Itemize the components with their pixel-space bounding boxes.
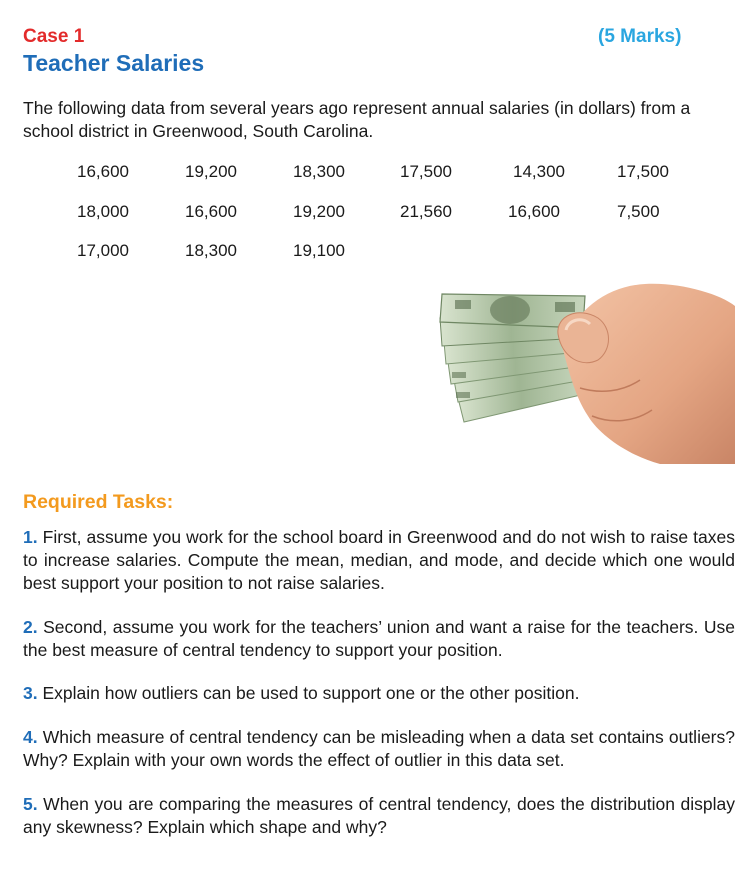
task-text: Explain how outliers can be used to support one or the other position. [42, 683, 580, 703]
salary-value: 7,500 [617, 202, 660, 221]
required-tasks-heading: Required Tasks: [23, 491, 174, 513]
task-text: When you are comparing the measures of central tendency, does the distribution display any skewness? Explain which shape and why? [23, 794, 735, 837]
task-item [23, 793, 735, 839]
banknote-stack [440, 294, 585, 422]
salary-value: 16,600 [185, 202, 237, 221]
salary-value: 16,600 [77, 162, 129, 181]
marks-label: (5 Marks) [598, 26, 682, 47]
salary-value: 17,500 [400, 162, 452, 181]
task-text: Second, assume you work for the teachers’ union and want a raise for the teachers. Use the best measure of central tendency to support your position. [23, 617, 735, 660]
salary-value: 18,300 [185, 241, 237, 260]
money-in-hand-image [330, 276, 735, 464]
salary-value: 19,100 [293, 241, 345, 260]
task-number: 2. [23, 617, 38, 637]
salary-value: 16,600 [508, 202, 560, 221]
task-number: 5. [23, 794, 38, 814]
salary-value: 19,200 [185, 162, 237, 181]
task-item [23, 726, 735, 772]
task-item [23, 616, 735, 662]
task-number: 4. [23, 727, 38, 747]
case-title: Teacher Salaries [23, 50, 205, 76]
salary-value: 14,300 [513, 162, 565, 181]
salary-value: 17,500 [617, 162, 669, 181]
task-text: First, assume you work for the school board in Greenwood and do not wish to raise taxes to increase salaries. Compute the mean, median, and mode, and decide which one would best support your position to not raise salaries. [23, 527, 735, 593]
salary-value: 21,560 [400, 202, 452, 221]
task-number: 3. [23, 683, 38, 703]
task-item [23, 526, 735, 595]
salary-value: 18,000 [77, 202, 129, 221]
salary-value: 18,300 [293, 162, 345, 181]
task-number: 1. [23, 527, 38, 547]
salary-value: 19,200 [293, 202, 345, 221]
case-label: Case 1 [23, 26, 85, 47]
task-item [23, 682, 735, 705]
salary-value: 17,000 [77, 241, 129, 260]
intro-paragraph: The following data from several years ago represent annual salaries (in dollars) from a school district in Greenwood, South Carolina. [23, 98, 691, 141]
task-text: Which measure of central tendency can be misleading when a data set contains outliers? Why? Explain with your own words the effect of outlier in this data set. [23, 727, 735, 770]
